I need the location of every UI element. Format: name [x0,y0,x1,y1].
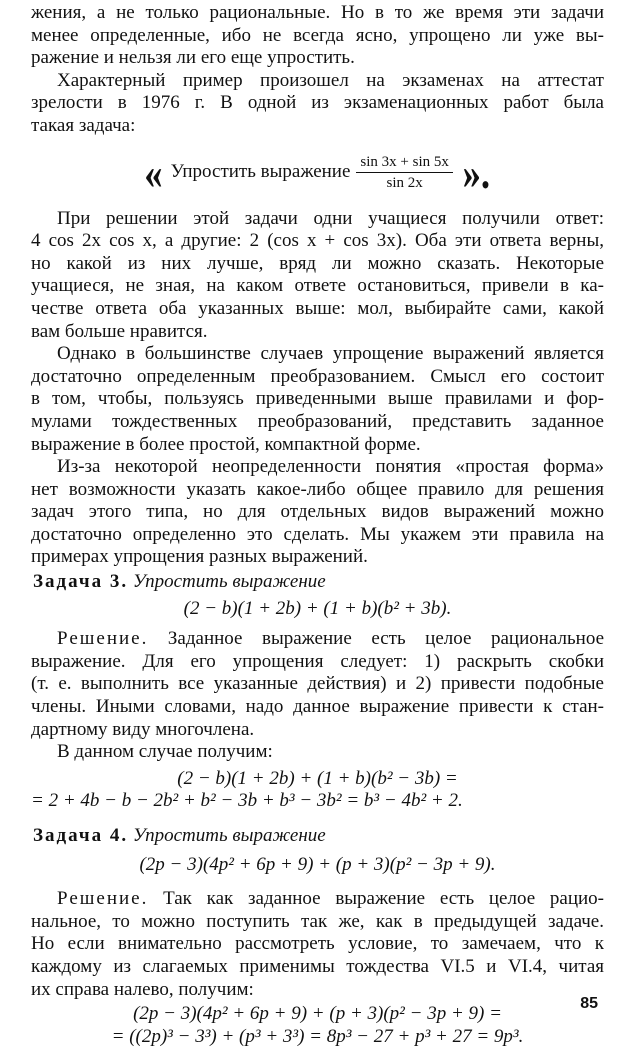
task-3-heading [31,571,604,594]
boxed-task-text: Упростить выражение [170,161,351,183]
task-3-title: Упростить выражение [132,571,326,593]
text-line: примерах упрощения разных выражений. [31,546,368,568]
task-4-heading [31,825,604,848]
text-line: дартному виду многочлена. [31,718,255,740]
text-line: такая задача: [31,114,136,136]
text-line: но какой из них лучше, вряд ли можно сказать. Некоторые [31,252,604,274]
text-line: достаточно определенно это сделать. Мы укажем эти правила на [31,523,604,545]
text-line: нет возможности указать какое-либо общее правило для решения [31,478,604,500]
task-4-title: Упростить выражение [132,825,326,846]
calculation-line: = 2 + 4b − b − 2b² + b² − 3b + b³ − 3b² = b³ − 4b² + 2. [31,790,463,812]
text-fragment: Так как заданное выражение есть целое рацио- [163,888,604,910]
text-line: мулами тождественных преобразований, представить заданное [31,410,604,432]
text-line: задач этого типа, но для отдельных видов выражений можно [31,501,604,523]
calculation-line: (2 − b)(1 + 2b) + (1 + b)(b² − 3b) = [177,767,458,789]
text-fragment: Заданное выражение есть целое рациональное [167,628,605,650]
task-4-expression: (2p − 3)(4p² + 6p + 9) + (p + 3)(p² − 3p + 9). [139,853,496,875]
text-line: вам больше нравится. [31,320,208,342]
text-line: нальное, то можно поступить так же, как в предыдущей задаче. [31,910,604,932]
text-line: (т. е. выполнить все указанные действия) и 2) привести подобные [31,673,604,695]
text-line: При решении этой задачи одни учащиеся получили ответ: [57,207,604,229]
text-line: учащиеся, не зная, на каком ответе остановиться, привели в ка- [31,275,604,297]
task-4-calculation [31,1003,604,1048]
text-line: выражение. Для его упрощения следует: 1) раскрыть скобки [31,650,604,672]
fraction-denominator: sin 2x [386,175,423,192]
task-4-label: Задача 4. [33,825,129,846]
text-line: ражение и нельзя ли его еще упростить. [31,47,355,69]
text-line: менее определенные, ибо не всегда ясно, упрощено ли уже вы- [31,24,604,46]
text-line: жения, а не только рациональные. Но в то же время эти задачи [31,2,604,23]
page-content [31,2,604,1054]
boxed-task [31,144,604,202]
text-line: Характерный пример произошел на экзаменах на аттестат [57,69,604,91]
text-line: честве ответа оба указанных выше: мол, выбирайте сами, какой [31,297,604,319]
text-line: члены. Иными словами, надо данное выражение привести к стан- [31,696,604,718]
solution-label: Решение. [57,888,149,910]
task-3-calculation [31,768,604,813]
calculation-line: = ((2p)³ − 3³) + (p³ + 3³) = 8p³ − 27 + p³ + 27 = 9p³. [111,1025,524,1047]
solution-label: Решение. [57,628,149,650]
text-line: достаточно определенным преобразованием. Смысл его состоит [31,365,604,387]
text-line: зрелости в 1976 г. В одной из экзаменационных работ была [31,92,604,114]
text-line: 4 cos 2x cos x, а другие: 2 (cos x + cos 3x). Оба эти ответа верны, [31,230,604,252]
task-3-expression: (2 − b)(1 + 2b) + (1 + b)(b² + 3b). [183,597,452,619]
text-line [31,888,604,911]
text-line [31,628,604,651]
text-line: их справа налево, получим: [31,978,254,1000]
fraction-numerator: sin 3x + sin 5x [356,153,452,173]
text-line: выражение в более простой, компактной форме. [31,433,421,455]
task-3-label: Задача 3. [33,571,129,593]
fraction [356,153,452,192]
right-guillemet: ». [462,146,490,198]
text-line: Из-за некоторой неопределенности понятия «простая форма» [57,456,604,478]
left-guillemet: « [143,146,163,198]
text-line: в том, чтобы, пользуясь приведенными выше правилами и фор- [31,388,604,410]
text-line: Однако в большинстве случаев упрощение выражений является [57,343,604,365]
text-line: Но если внимательно рассмотреть условие, то замечаем, что к [31,933,604,955]
page-number: 85 [580,995,598,1013]
calculation-line: (2p − 3)(4p² + 6p + 9) + (p + 3)(p² − 3p + 9) = [133,1003,502,1025]
text-line: каждому из слагаемых применимы тождества VI.5 и VI.4, читая [31,955,604,977]
text-line: В данном случае получим: [57,741,273,763]
